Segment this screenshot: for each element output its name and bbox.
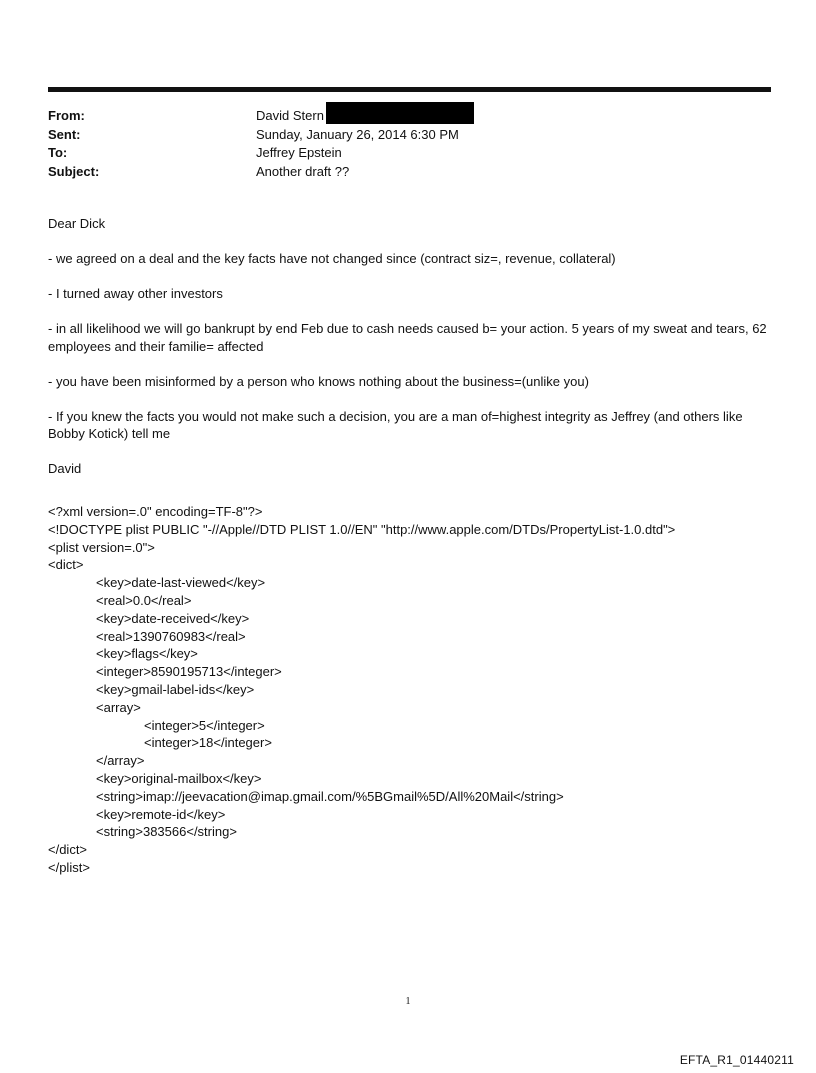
xml-line: <real>0.0</real> bbox=[96, 592, 192, 608]
sender-name: David Stern bbox=[256, 108, 324, 123]
xml-line: <plist version=.0"> bbox=[48, 539, 155, 555]
header-divider bbox=[48, 87, 771, 92]
xml-line: <string>imap://jeevacation@imap.gmail.com/%5BGmail%5D/All%20Mail</string> bbox=[96, 788, 564, 804]
xml-line: </array> bbox=[96, 753, 145, 769]
document-id: EFTA_R1_01440211 bbox=[679, 1053, 794, 1067]
to-label: To: bbox=[48, 145, 68, 160]
email-body bbox=[48, 215, 772, 495]
xml-line: <key>gmail-label-ids</key> bbox=[96, 681, 255, 697]
plist-xml-block bbox=[48, 503, 772, 877]
xml-line: </dict> bbox=[48, 842, 88, 858]
xml-line: <?xml version=.0" encoding=TF-8"?> bbox=[48, 504, 263, 519]
sent-label: Sent: bbox=[48, 126, 81, 142]
from-value bbox=[256, 107, 474, 126]
subject-label: Subject: bbox=[48, 163, 100, 179]
to-value: Jeffrey Epstein bbox=[256, 145, 342, 160]
greeting: Dear Dick bbox=[48, 216, 106, 231]
sent-row bbox=[48, 126, 771, 145]
xml-line: <integer>5</integer> bbox=[144, 717, 265, 733]
sent-value: Sunday, January 26, 2014 6:30 PM bbox=[256, 126, 459, 142]
page-number: 1 bbox=[405, 996, 411, 1007]
xml-line: </plist> bbox=[48, 859, 90, 875]
xml-line: <string>383566</string> bbox=[96, 824, 237, 840]
xml-line: <array> bbox=[96, 699, 141, 715]
xml-line: <key>date-received</key> bbox=[96, 610, 250, 626]
subject-row bbox=[48, 163, 771, 182]
body-paragraph: - we agreed on a deal and the key facts have not changed since (contract siz=, revenue, collateral) bbox=[48, 251, 616, 266]
xml-line: <integer>8590195713</integer> bbox=[96, 664, 282, 680]
from-row bbox=[48, 107, 771, 126]
body-paragraph: - I turned away other investors bbox=[48, 286, 223, 301]
xml-line: <dict> bbox=[48, 557, 84, 573]
subject-value: Another draft ?? bbox=[256, 163, 350, 179]
body-paragraph: - If you knew the facts you would not make such a decision, you are a man of=highest integrity as Jeffrey (and others like Bobby Kotick) tell me bbox=[48, 408, 743, 441]
signature: David bbox=[48, 461, 82, 476]
body-paragraph: - you have been misinformed by a person who knows nothing about the business=(unlike you) bbox=[48, 373, 589, 389]
redaction-box bbox=[326, 102, 474, 124]
xml-line: <!DOCTYPE plist PUBLIC "-//Apple//DTD PLIST 1.0//EN" "http://www.apple.com/DTDs/PropertyList-1.0.dtd"> bbox=[48, 521, 676, 537]
xml-line: <key>flags</key> bbox=[96, 646, 198, 662]
from-label: From: bbox=[48, 108, 85, 123]
xml-line: <key>date-last-viewed</key> bbox=[96, 575, 266, 591]
xml-line: <real>1390760983</real> bbox=[96, 628, 246, 644]
to-row bbox=[48, 144, 771, 163]
xml-line: <key>remote-id</key> bbox=[96, 806, 226, 822]
email-header bbox=[48, 107, 771, 181]
body-paragraph: - in all likelihood we will go bankrupt by end Feb due to cash needs caused b= your action. 5 years of my sweat and tears, 62 employees and their familie= affected bbox=[48, 321, 767, 354]
xml-line: <integer>18</integer> bbox=[144, 735, 272, 751]
xml-line: <key>original-mailbox</key> bbox=[96, 770, 262, 786]
